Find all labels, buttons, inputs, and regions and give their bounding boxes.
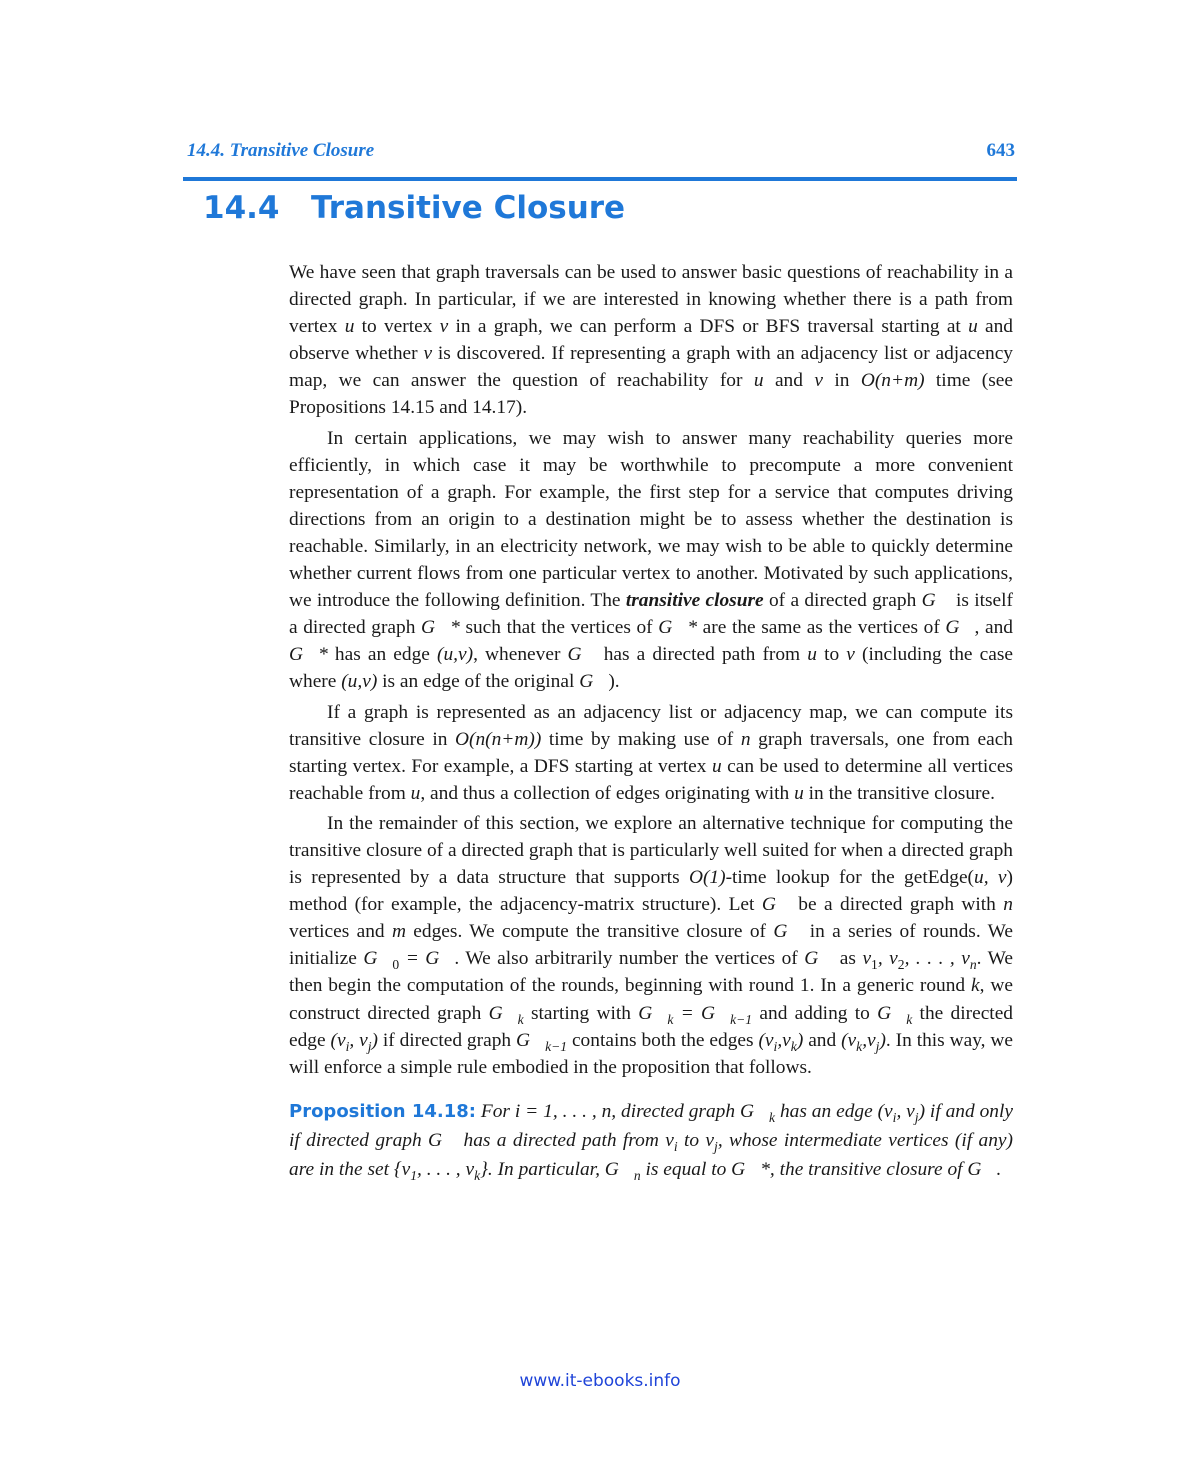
text-run: . In this way, we will enforce a simple rule embodied in the proposition that follows. (289, 1029, 1014, 1078)
text-run: ) if and only if directed graph G⃗ has a directed path from v (289, 1100, 1013, 1151)
text-run: ) method (for example, the adjacency-matrix structure). Let (289, 867, 1013, 916)
text-run: time (see Propositions 14.15 and 14.17). (289, 370, 1013, 419)
text-run: and observe whether (289, 316, 1014, 365)
text-run: if directed graph (377, 1029, 516, 1051)
math: u (753, 370, 764, 392)
math: ) (879, 1029, 886, 1051)
text-run: has an edge (327, 644, 437, 666)
subscript: j (875, 1038, 880, 1054)
math: ) (796, 1029, 804, 1051)
math: O(n(n+m)) (455, 728, 542, 750)
subscript: 0 (392, 957, 400, 973)
math: (v (330, 1029, 346, 1051)
text-run: ). (608, 671, 620, 693)
math: G⃗ (761, 894, 791, 916)
math: G⃗ (579, 671, 609, 693)
subscript: j (367, 1038, 372, 1054)
text-run: graph traversals, one from each starting vertex. For example, a DFS starting at vertex (289, 728, 1013, 777)
text-run: edges. We compute the transitive closure of (405, 921, 774, 943)
subscript: i (345, 1038, 350, 1054)
math: u (711, 755, 722, 777)
text-run: such that the vertices of (459, 617, 659, 639)
text-run: be a directed graph with (790, 894, 1004, 916)
math: ,v (862, 1029, 876, 1051)
text-run: -time lookup for the getEdge( (725, 867, 975, 889)
math: (v (758, 1029, 774, 1051)
text-run: is itself a directed graph (289, 590, 1013, 639)
text-run: In the remainder of this section, we explore an alternative technique for computing the transitive closure of a directed graph that is particularly well suited for when a directed graph is represented by a data structure that supports (289, 812, 1013, 889)
math: u (794, 782, 804, 804)
paragraph-2 (289, 425, 1013, 696)
math: G⃗* (658, 617, 698, 639)
subscript: 1 (410, 1167, 417, 1183)
math: G⃗ (567, 644, 597, 666)
running-head-title: 14.4. Transitive Closure (187, 140, 375, 161)
text-run: starting with (523, 1002, 639, 1024)
text-run: in (822, 370, 861, 392)
section-title: Transitive Closure (311, 190, 626, 226)
text-run: in a series of rounds. We initialize (289, 921, 1013, 970)
text-run: in a graph, we can perform a DFS or BFS traversal starting at (448, 316, 969, 338)
subscript: 2 (897, 957, 905, 973)
math: k (971, 975, 980, 997)
math: , v (349, 1029, 368, 1051)
math: u (344, 316, 355, 338)
math: O(1) (688, 867, 726, 889)
text-run: is discovered. If representing a graph with an adjacency list or adjacency map, we can answer the question of reachability for (289, 343, 1013, 392)
text-run: is an edge of the original (377, 671, 580, 693)
text-run: , v (896, 1100, 915, 1122)
subscript: k (769, 1109, 776, 1125)
math: G⃗ (515, 1029, 546, 1051)
math: G⃗ (804, 948, 834, 970)
text-run: as (833, 948, 863, 970)
running-head (187, 140, 1015, 166)
paragraph-4 (289, 810, 1013, 1081)
proposition-14-18 (289, 1097, 1013, 1184)
subscript: k (906, 1011, 913, 1027)
text-run: of a directed graph (763, 590, 922, 612)
subscript: i (892, 1109, 897, 1125)
proposition-label: Proposition 14.18: (289, 1100, 476, 1122)
text-run: . We then begin the computation of the rounds, beginning with round 1. In a generic round (289, 948, 1013, 997)
header-rule (183, 177, 1017, 181)
math: v (862, 948, 872, 970)
math: n (740, 728, 751, 750)
math: ) (371, 1029, 378, 1051)
paragraph-1 (289, 259, 1013, 422)
text-run: has an edge (v (775, 1100, 893, 1122)
text-run: is equal to G⃗*, the transitive closure of G⃗. (640, 1158, 1002, 1180)
text-run: vertices and (289, 921, 392, 943)
text-run: and adding to (752, 1002, 878, 1024)
text-run: We have seen that graph traversals can be used to answer basic questions of reachability in a directed graph. In particular, if we are interested in knowing whether there is a path from vertex (289, 262, 1013, 338)
math: = G⃗ (399, 948, 455, 970)
math: , . . . , v (904, 948, 970, 970)
section-number: 14.4 (203, 190, 280, 226)
math: G⃗* (289, 644, 328, 666)
subscript: 1 (871, 957, 878, 973)
math: u, v (974, 867, 1007, 889)
subscript: j (714, 1138, 718, 1154)
subscript: j (914, 1109, 919, 1125)
subscript: k (474, 1167, 481, 1183)
math: m (391, 921, 406, 943)
text-run: the directed edge (289, 1002, 1013, 1051)
footer-link[interactable]: www.it-ebooks.info (519, 1371, 681, 1391)
defined-term: transitive closure (625, 590, 764, 612)
text-run: can be used to determine all vertices reachable from (289, 755, 1013, 804)
math: n (1003, 894, 1013, 916)
text-run: , and (974, 617, 1013, 639)
subscript: k−1 (730, 1011, 753, 1027)
math: u (410, 782, 421, 804)
math: G⃗ (363, 948, 393, 970)
text-run: , we construct directed graph (289, 975, 1013, 1024)
subscript: n (633, 1167, 641, 1183)
text-run: , whose intermediate vertices (if any) are in the set {v (289, 1129, 1013, 1180)
text-run: to v (677, 1129, 715, 1151)
math: v (423, 343, 433, 365)
text-run: If a graph is represented as an adjacency list or adjacency map, we can compute its transitive closure in (289, 701, 1013, 750)
subscript: k (517, 1011, 524, 1027)
math: G⃗ (638, 1002, 668, 1024)
subscript: k−1 (545, 1038, 568, 1054)
text-run: has a directed path from (596, 644, 808, 666)
text-run: , . . . , v (417, 1158, 475, 1180)
text-run: contains both the edges (567, 1029, 759, 1051)
math: v (814, 370, 823, 392)
subscript: n (969, 957, 977, 973)
math: (u,v) (341, 671, 378, 693)
body-text (289, 259, 1013, 1187)
math: (u,v) (437, 644, 474, 666)
paragraph-3 (289, 699, 1013, 807)
math: G⃗ (488, 1002, 518, 1024)
math: v (439, 316, 449, 338)
subscript: i (673, 1138, 678, 1154)
math: G⃗ (945, 617, 975, 639)
math: u (807, 644, 817, 666)
text-run: . We also arbitrarily number the vertices of (454, 948, 805, 970)
text-run: }. In particular, G⃗ (480, 1158, 634, 1180)
math: u (968, 316, 978, 338)
math: v (846, 644, 855, 666)
text-run: , and thus a collection of edges originating with (420, 782, 795, 804)
math: O(n+m) (860, 370, 925, 392)
text-run: time by making use of (541, 728, 741, 750)
text-run: to (816, 644, 847, 666)
math: G⃗ (773, 921, 803, 943)
page-number: 643 (986, 140, 1015, 161)
math: (v (841, 1029, 857, 1051)
text-run: in the transitive closure. (803, 782, 995, 804)
section-heading (203, 190, 625, 226)
math: G⃗ (921, 590, 951, 612)
math: ,v (777, 1029, 791, 1051)
text-run: and (803, 1029, 842, 1051)
math: , v (877, 948, 898, 970)
math: G⃗ (877, 1002, 907, 1024)
subscript: k (667, 1011, 674, 1027)
text-run: , whenever (473, 644, 568, 666)
math: = G⃗ (673, 1002, 731, 1024)
text-run: and (763, 370, 815, 392)
math: G⃗* (421, 617, 460, 639)
text-run: In certain applications, we may wish to answer many reachability queries more efficiently, in which case it may be worthwhile to precompute a more convenient representation of a graph. For example, the first step for a service that computes driving directions from an origin to a destination might be to assess whether the destination is reachable. Similarly, in an electricity network, we may wish to be able to quickly determine whether current flows from one particular vertex to another. Motivated by such applications, we introduce the following definition. The (289, 427, 1013, 612)
subscript: k (790, 1038, 797, 1054)
text-run: (including the case where (289, 644, 1013, 693)
text-run: For i = 1, . . . , n, directed graph G⃗ (475, 1100, 770, 1122)
subscript: i (773, 1038, 778, 1054)
text-run: to vertex (354, 316, 440, 338)
subscript: k (856, 1038, 863, 1054)
text-run: are the same as the vertices of (697, 617, 946, 639)
